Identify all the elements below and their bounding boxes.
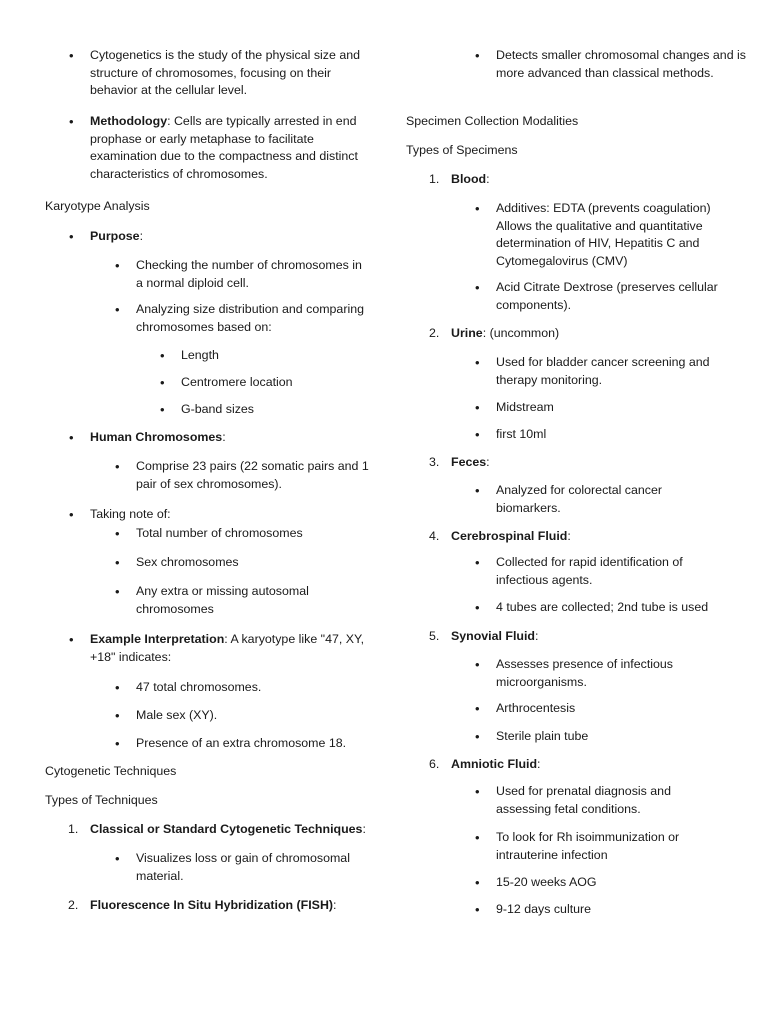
types-of-specimens-heading: Types of Specimens bbox=[406, 143, 518, 157]
purpose-bullet: • Purpose: bbox=[90, 228, 143, 246]
purpose-item: • Checking the number of chromosomes in a normal diploid cell. bbox=[136, 257, 366, 292]
purpose-item: • Analyzing size distribution and comparing chromosomes based on: bbox=[136, 301, 366, 336]
specimen-detail: • Additives: EDTA (prevents coagulation) Allows the qualitative and quantitative determination of HIV, Hepatitis C and Cytomegalovirus (CMV) bbox=[496, 200, 731, 270]
taking-note-item: • Sex chromosomes bbox=[136, 554, 239, 572]
technique-item: 2. Fluorescence In Situ Hybridization (FISH): bbox=[68, 898, 337, 912]
specimen-detail: • Assesses presence of infectious microorganisms. bbox=[496, 656, 711, 691]
specimen-synovial: 5. Synovial Fluid: bbox=[429, 629, 539, 643]
specimen-detail: • 15-20 weeks AOG bbox=[496, 874, 597, 892]
based-on-item: • Centromere location bbox=[181, 374, 293, 392]
specimen-detail: • 4 tubes are collected; 2nd tube is used bbox=[496, 599, 756, 617]
human-chromosomes-bullet: • Human Chromosomes: bbox=[90, 429, 226, 447]
specimen-amniotic: 6. Amniotic Fluid: bbox=[429, 757, 541, 771]
techniques-heading: Cytogenetic Techniques bbox=[45, 764, 177, 778]
taking-note-item: • Total number of chromosomes bbox=[136, 525, 303, 543]
specimen-urine: 2. Urine: (uncommon) bbox=[429, 326, 560, 340]
intro-bullet: • Cytogenetics is the study of the physical size and structure of chromosomes, focusing on their behavior at the cellular level. bbox=[90, 47, 360, 100]
specimen-detail: • Arthrocentesis bbox=[496, 700, 575, 718]
technique-item: 1. Classical or Standard Cytogenetic Techniques: bbox=[68, 822, 366, 836]
specimen-detail: • Acid Citrate Dextrose (preserves cellular components). bbox=[496, 279, 736, 314]
specimen-detail: • Collected for rapid identification of infectious agents. bbox=[496, 554, 721, 589]
taking-note-item: • Any extra or missing autosomal chromosomes bbox=[136, 583, 356, 618]
types-of-techniques-heading: Types of Techniques bbox=[45, 793, 158, 807]
example-item: • 47 total chromosomes. bbox=[136, 679, 261, 697]
human-item: • Comprise 23 pairs (22 somatic pairs and 1 pair of sex chromosomes). bbox=[136, 458, 371, 493]
technique-detail: • Visualizes loss or gain of chromosomal material. bbox=[136, 850, 366, 885]
specimen-detail: • Midstream bbox=[496, 399, 554, 417]
specimen-detail: • Analyzed for colorectal cancer biomarkers. bbox=[496, 482, 716, 517]
specimen-feces: 3. Feces: bbox=[429, 455, 490, 469]
example-item: • Male sex (XY). bbox=[136, 707, 217, 725]
fish-detail: • Detects smaller chromosomal changes and is more advanced than classical methods. bbox=[496, 47, 746, 82]
example-bullet: • Example Interpretation: A karyotype like "47, XY, +18" indicates: bbox=[90, 631, 365, 666]
specimen-detail: • Used for bladder cancer screening and therapy monitoring. bbox=[496, 354, 736, 389]
specimen-detail: • To look for Rh isoimmunization or intrauterine infection bbox=[496, 829, 711, 864]
specimen-blood: 1. Blood: bbox=[429, 172, 490, 186]
specimen-heading: Specimen Collection Modalities bbox=[406, 114, 579, 128]
karyotype-heading: Karyotype Analysis bbox=[45, 199, 150, 213]
example-item: • Presence of an extra chromosome 18. bbox=[136, 735, 346, 753]
specimen-detail: • 9-12 days culture bbox=[496, 901, 591, 919]
specimen-detail: • first 10ml bbox=[496, 426, 546, 444]
specimen-csf: 4. Cerebrospinal Fluid: bbox=[429, 529, 571, 543]
methodology-bullet: • Methodology: Cells are typically arrested in end prophase or early metaphase to facilitate examination due to the compactness and distinct characteristics of chromosomes. bbox=[90, 113, 375, 183]
based-on-item: • G-band sizes bbox=[181, 401, 254, 419]
specimen-detail: • Sterile plain tube bbox=[496, 728, 588, 746]
specimen-detail: • Used for prenatal diagnosis and assessing fetal conditions. bbox=[496, 783, 711, 818]
taking-note-bullet: • Taking note of: bbox=[90, 506, 171, 524]
based-on-item: • Length bbox=[181, 347, 219, 365]
